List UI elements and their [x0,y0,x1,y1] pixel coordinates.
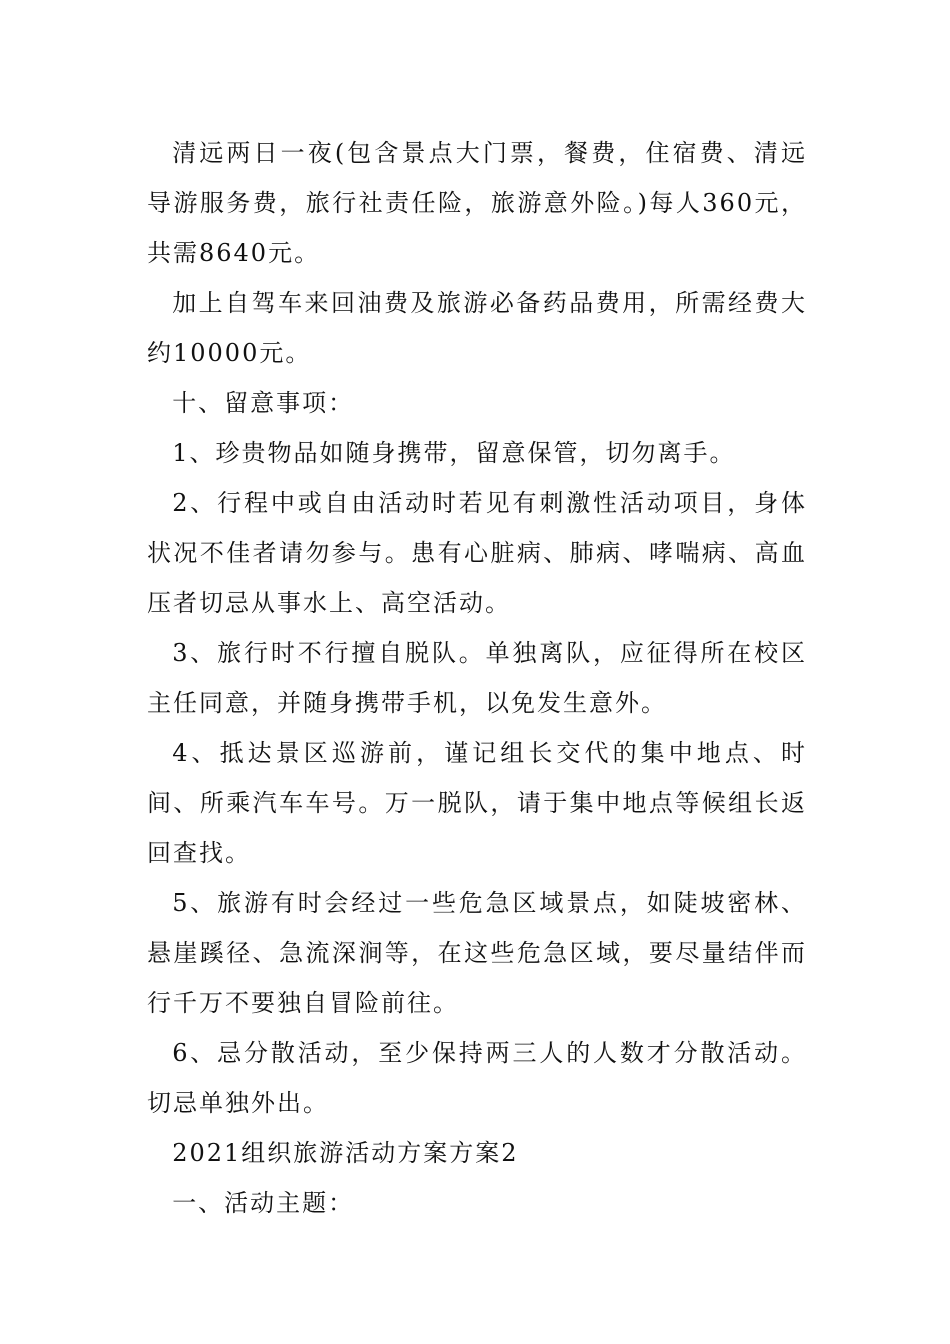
note-item-1: 1、珍贵物品如随身携带，留意保管，切勿离手。 [172,439,736,467]
paragraph-cost-qingyuan: 清远两日一夜(包含景点大门票，餐费，住宿费、清远导游服务费，旅行社责任险，旅游意外险。)每人360元，共需8640元。 [147,139,807,267]
section-heading-theme: 一、活动主题： [172,1189,355,1217]
note-item-5: 5、旅游有时会经过一些危急区域景点，如陡坡密林、悬崖蹊径、急流深涧等，在这些危急区域，要尽量结伴而行千万不要独自冒险前往。 [147,889,807,1017]
note-item-4: 4、抵达景区巡游前，谨记组长交代的集中地点、时间、所乘汽车车号。万一脱队，请于集中地点等候组长返回查找。 [147,739,807,867]
section-heading-notes: 十、留意事项： [172,389,355,417]
note-item-2: 2、行程中或自由活动时若见有刺激性活动项目，身体状况不佳者请勿参与。患有心脏病、肺病、哮喘病、高血压者切忌从事水上、高空活动。 [147,489,807,617]
paragraph-cost-total: 加上自驾车来回油费及旅游必备药品费用，所需经费大约10000元。 [147,289,807,367]
plan-2-title: 2021组织旅游活动方案方案2 [172,1139,519,1167]
note-item-6: 6、忌分散活动，至少保持两三人的人数才分散活动。切忌单独外出。 [147,1039,807,1117]
document-body [147,128,807,1228]
note-item-3: 3、旅行时不行擅自脱队。单独离队，应征得所在校区主任同意，并随身携带手机，以免发生意外。 [147,639,807,717]
